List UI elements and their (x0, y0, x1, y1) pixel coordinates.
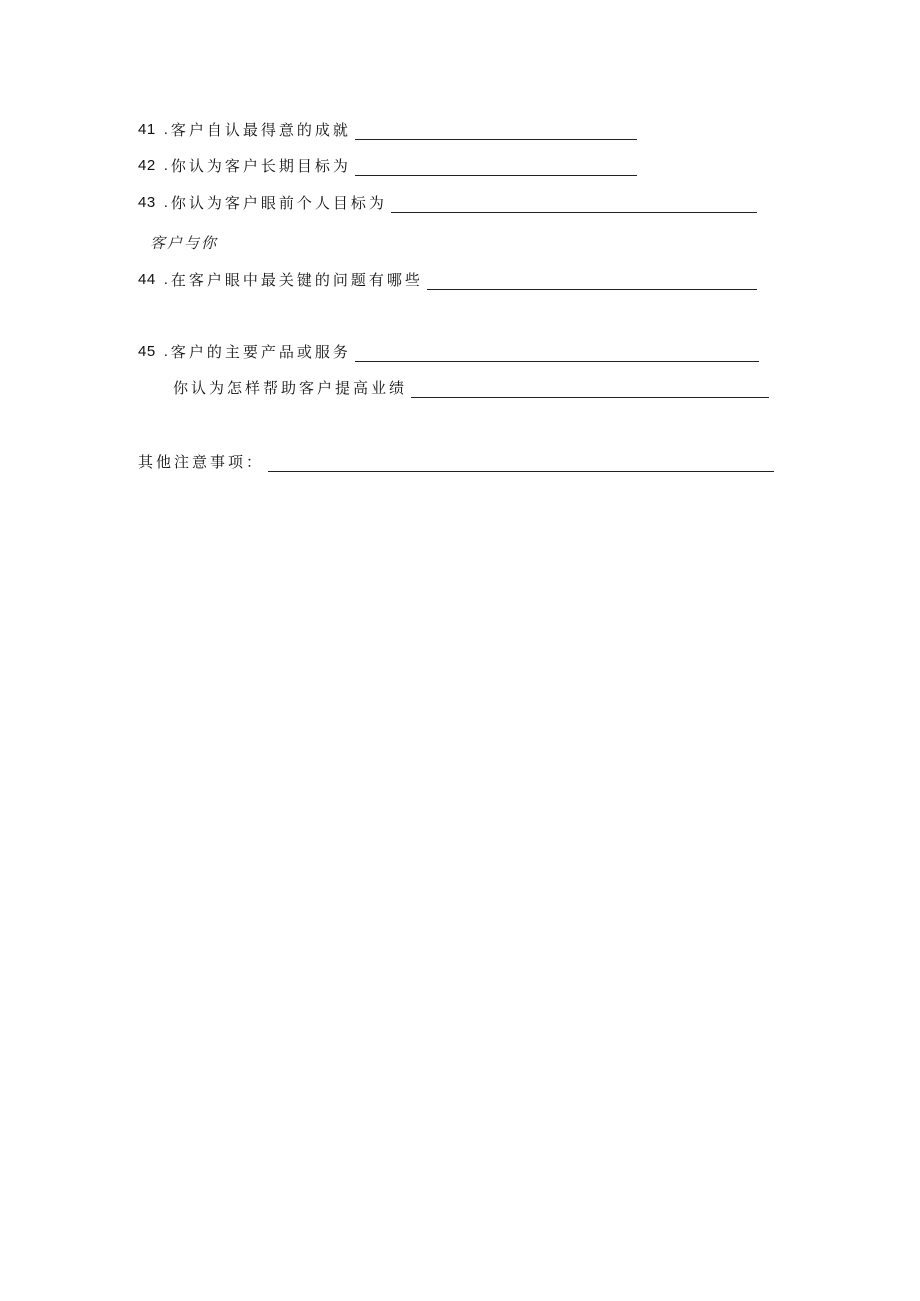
question-45-sub (173, 378, 769, 398)
notes-answer-line[interactable] (268, 454, 774, 472)
question-separator: . (163, 271, 168, 288)
question-label: 在客户眼中最关键的问题有哪些 (170, 271, 423, 289)
other-notes (138, 452, 774, 472)
question-label: 客户自认最得意的成就 (170, 121, 351, 139)
question-41 (138, 120, 637, 140)
notes-label: 其他注意事项： (138, 453, 265, 471)
question-separator: . (163, 343, 168, 360)
question-separator: . (163, 121, 168, 138)
answer-line-45[interactable] (355, 344, 759, 362)
answer-line-42[interactable] (355, 158, 637, 176)
question-43 (138, 193, 757, 213)
question-44 (138, 270, 757, 290)
answer-line-43[interactable] (391, 195, 757, 213)
question-number: 45 (138, 343, 156, 360)
question-separator: . (163, 157, 168, 174)
sub-question-label: 你认为怎样帮助客户提高业绩 (173, 379, 408, 397)
question-separator: . (163, 194, 168, 211)
answer-line-45-sub[interactable] (411, 380, 769, 398)
question-label: 你认为客户眼前个人目标为 (170, 194, 387, 212)
answer-line-44[interactable] (427, 272, 757, 290)
question-42 (138, 156, 637, 176)
question-label: 你认为客户长期目标为 (170, 157, 351, 175)
question-label: 客户的主要产品或服务 (170, 343, 351, 361)
answer-line-41[interactable] (355, 122, 637, 140)
section-title: 客户与你 (150, 234, 219, 252)
question-45 (138, 342, 759, 362)
question-number: 43 (138, 194, 156, 211)
question-number: 41 (138, 121, 156, 138)
question-number: 42 (138, 157, 156, 174)
question-number: 44 (138, 271, 156, 288)
